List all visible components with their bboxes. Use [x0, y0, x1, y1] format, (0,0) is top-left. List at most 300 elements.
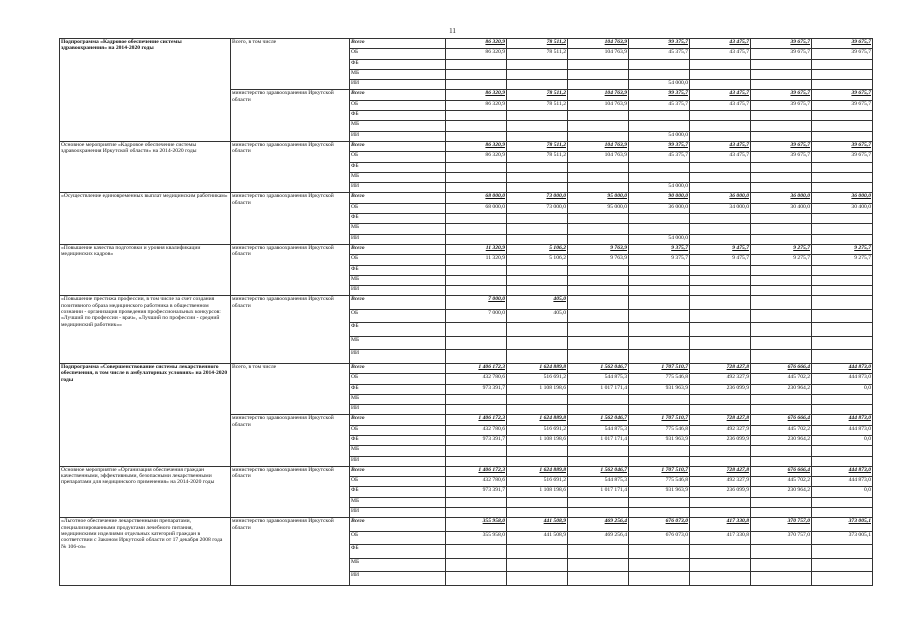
amount-cell [507, 121, 568, 131]
measure-name: Подпрограмма «Кадровое обеспечение системы здравоохранения» на 2014-2020 годы [60, 39, 231, 142]
amount-cell [568, 323, 629, 337]
amount-cell [446, 131, 507, 141]
funding-source: ФБ [350, 384, 446, 394]
amount-cell [751, 80, 812, 90]
amount-cell [507, 558, 568, 572]
amount-cell [629, 497, 690, 507]
amount-cell [690, 121, 751, 131]
funding-source: Всего [350, 518, 446, 532]
amount-cell: 43 475,7 [690, 141, 751, 151]
amount-cell [751, 558, 812, 572]
amount-cell [507, 508, 568, 518]
amount-cell [568, 558, 629, 572]
amount-cell [812, 497, 873, 507]
amount-cell: 86 320,9 [446, 152, 507, 162]
amount-cell: 469 256,4 [568, 518, 629, 532]
amount-cell [751, 296, 812, 310]
amount-cell [568, 296, 629, 310]
amount-cell: 544 875,3 [568, 477, 629, 487]
amount-cell: 432 780,6 [446, 374, 507, 384]
amount-cell [751, 497, 812, 507]
measure-name: Подпрограмма «Совершенствование системы лекарственного обеспечения, в том числе в амбулаторных условиях» на 2014-2020 годы [60, 363, 231, 466]
amount-cell [629, 111, 690, 121]
amount-cell [629, 286, 690, 296]
amount-cell: 230 964,2 [751, 384, 812, 394]
amount-cell [507, 214, 568, 224]
amount-cell: 973 391,7 [446, 384, 507, 394]
amount-cell [690, 131, 751, 141]
table-row [60, 141, 873, 151]
amount-cell: 45 375,7 [629, 49, 690, 59]
amount-cell [568, 183, 629, 193]
funding-source: ОБ [350, 425, 446, 435]
amount-cell: 9 763,9 [568, 244, 629, 254]
amount-cell: 417 330,8 [690, 531, 751, 545]
amount-cell [629, 508, 690, 518]
amount-cell: 1 017 171,4 [568, 384, 629, 394]
amount-cell [629, 323, 690, 337]
amount-cell: 78 511,2 [507, 152, 568, 162]
amount-cell [690, 572, 751, 586]
funding-source: ОБ [350, 152, 446, 162]
amount-cell: 39 675,7 [751, 39, 812, 49]
amount-cell: 973 391,7 [446, 436, 507, 446]
executor: министерство здравоохранения Иркутской области [231, 466, 350, 517]
amount-cell [568, 80, 629, 90]
funding-source: Всего [350, 141, 446, 151]
amount-cell: 73 000,0 [507, 203, 568, 213]
amount-cell [446, 59, 507, 69]
amount-cell [507, 275, 568, 285]
amount-cell: 1 624 889,8 [507, 363, 568, 373]
funding-source: Всего [350, 193, 446, 203]
amount-cell [446, 162, 507, 172]
amount-cell: 104 763,9 [568, 141, 629, 151]
amount-cell [568, 350, 629, 364]
amount-cell [446, 121, 507, 131]
amount-cell: 516 691,2 [507, 374, 568, 384]
amount-cell [751, 131, 812, 141]
amount-cell [690, 558, 751, 572]
amount-cell: 441 508,9 [507, 531, 568, 545]
amount-cell: 1 562 046,7 [568, 466, 629, 476]
amount-cell [568, 446, 629, 456]
table-row [60, 244, 873, 254]
amount-cell: 931 963,9 [629, 487, 690, 497]
amount-cell: 99 375,7 [629, 90, 690, 100]
amount-cell [690, 497, 751, 507]
amount-cell: 432 780,6 [446, 425, 507, 435]
amount-cell: 7 000,0 [446, 309, 507, 323]
amount-cell: 236 099,9 [690, 487, 751, 497]
amount-cell: 1 707 510,7 [629, 363, 690, 373]
funding-source: Всего [350, 90, 446, 100]
amount-cell [812, 162, 873, 172]
amount-cell: 230 964,2 [751, 436, 812, 446]
amount-cell: 1 406 172,3 [446, 415, 507, 425]
executor: министерство здравоохранения Иркутской области [231, 518, 350, 586]
amount-cell: 355 958,0 [446, 531, 507, 545]
amount-cell [812, 275, 873, 285]
amount-cell: 544 875,3 [568, 374, 629, 384]
amount-cell: 5 106,2 [507, 244, 568, 254]
amount-cell: 0,0 [812, 384, 873, 394]
amount-cell: 99 375,7 [629, 141, 690, 151]
amount-cell [812, 545, 873, 559]
amount-cell: 104 763,9 [568, 100, 629, 110]
funding-source: Всего [350, 39, 446, 49]
amount-cell: 39 675,7 [751, 141, 812, 151]
amount-cell: 39 675,7 [812, 141, 873, 151]
amount-cell [751, 111, 812, 121]
amount-cell [751, 350, 812, 364]
amount-cell: 34 000,0 [690, 203, 751, 213]
amount-cell [568, 497, 629, 507]
amount-cell: 676 666,4 [751, 363, 812, 373]
amount-cell: 516 691,2 [507, 425, 568, 435]
amount-cell [568, 111, 629, 121]
funding-source: ФБ [350, 265, 446, 275]
amount-cell: 43 475,7 [690, 39, 751, 49]
amount-cell [690, 309, 751, 323]
amount-cell: 39 675,7 [812, 49, 873, 59]
amount-cell: 236 099,9 [690, 436, 751, 446]
amount-cell [629, 275, 690, 285]
funding-source: Всего [350, 244, 446, 254]
amount-cell: 0,0 [812, 487, 873, 497]
amount-cell [568, 572, 629, 586]
amount-cell [568, 59, 629, 69]
amount-cell: 370 757,0 [751, 531, 812, 545]
amount-cell: 99 375,7 [629, 39, 690, 49]
amount-cell [751, 286, 812, 296]
amount-cell [751, 508, 812, 518]
amount-cell: 5 106,2 [507, 255, 568, 265]
funding-source: ФБ [350, 323, 446, 337]
amount-cell: 775 546,8 [629, 477, 690, 487]
amount-cell: 1 108 198,6 [507, 436, 568, 446]
amount-cell [690, 296, 751, 310]
amount-cell [629, 59, 690, 69]
amount-cell [751, 446, 812, 456]
amount-cell: 0,0 [812, 436, 873, 446]
amount-cell: 36 000,0 [751, 193, 812, 203]
amount-cell [446, 394, 507, 404]
amount-cell [629, 405, 690, 415]
amount-cell: 9 275,7 [751, 255, 812, 265]
amount-cell: 492 327,9 [690, 374, 751, 384]
amount-cell: 492 327,9 [690, 425, 751, 435]
amount-cell [812, 234, 873, 244]
amount-cell: 441 508,9 [507, 518, 568, 532]
amount-cell [629, 224, 690, 234]
amount-cell: 676 073,0 [629, 531, 690, 545]
amount-cell [812, 394, 873, 404]
amount-cell: 1 406 172,3 [446, 363, 507, 373]
executor: министерство здравоохранения Иркутской области [231, 90, 350, 141]
executor: министерство здравоохранения Иркутской области [231, 415, 350, 466]
amount-cell: 1 624 889,8 [507, 415, 568, 425]
amount-cell: 36 000,0 [812, 193, 873, 203]
amount-cell [507, 69, 568, 79]
amount-cell [751, 234, 812, 244]
amount-cell [751, 456, 812, 466]
funding-source: МБ [350, 172, 446, 182]
amount-cell [446, 508, 507, 518]
amount-cell: 417 330,8 [690, 518, 751, 532]
amount-cell: 405,0 [507, 296, 568, 310]
amount-cell [690, 456, 751, 466]
amount-cell [751, 121, 812, 131]
funding-source: ИИ [350, 131, 446, 141]
amount-cell [812, 558, 873, 572]
table-row [60, 193, 873, 203]
amount-cell: 516 691,2 [507, 477, 568, 487]
funding-source: ОБ [350, 531, 446, 545]
amount-cell [812, 456, 873, 466]
amount-cell: 931 963,9 [629, 436, 690, 446]
amount-cell: 39 675,7 [812, 152, 873, 162]
amount-cell: 86 320,9 [446, 100, 507, 110]
amount-cell [446, 558, 507, 572]
amount-cell: 444 873,0 [812, 477, 873, 487]
amount-cell: 1 707 510,7 [629, 466, 690, 476]
measure-name: «Повышение престижа профессии, в том числе за счет создания позитивного образа медицинского работника в общественном сознании - организация проведения профессиональных конкурсов: «Лучший по профессии - врач», «Лучший по профессии - средний медицинский работник»» [60, 296, 231, 364]
amount-cell [812, 405, 873, 415]
amount-cell [690, 59, 751, 69]
amount-cell [568, 131, 629, 141]
amount-cell [507, 162, 568, 172]
amount-cell: 86 320,9 [446, 39, 507, 49]
amount-cell [568, 224, 629, 234]
amount-cell [690, 162, 751, 172]
amount-cell [629, 350, 690, 364]
amount-cell [568, 336, 629, 350]
amount-cell [446, 545, 507, 559]
amount-cell [629, 545, 690, 559]
funding-source: ОБ [350, 49, 446, 59]
amount-cell: 39 675,7 [812, 100, 873, 110]
amount-cell: 1 108 198,6 [507, 487, 568, 497]
amount-cell: 36 000,0 [690, 193, 751, 203]
funding-source: ФБ [350, 545, 446, 559]
amount-cell [812, 59, 873, 69]
budget-table-body [60, 39, 873, 586]
amount-cell [812, 69, 873, 79]
amount-cell [690, 350, 751, 364]
amount-cell: 39 675,7 [751, 90, 812, 100]
amount-cell [812, 224, 873, 234]
amount-cell: 54 000,0 [629, 80, 690, 90]
amount-cell: 373 005,1 [812, 518, 873, 532]
table-row [60, 296, 873, 310]
amount-cell: 54 000,0 [629, 131, 690, 141]
amount-cell: 43 475,7 [690, 152, 751, 162]
amount-cell [507, 446, 568, 456]
amount-cell [446, 214, 507, 224]
measure-name: Основное мероприятие «Кадровое обеспечение системы здравоохранения Иркутской области» на 2014-2020 годы [60, 141, 231, 192]
amount-cell: 39 675,7 [751, 152, 812, 162]
amount-cell [751, 275, 812, 285]
amount-cell: 68 000,0 [446, 193, 507, 203]
funding-source: ИИ [350, 183, 446, 193]
funding-source: ИИ [350, 80, 446, 90]
amount-cell [751, 309, 812, 323]
funding-source: ИИ [350, 572, 446, 586]
funding-source: ФБ [350, 487, 446, 497]
amount-cell: 104 763,9 [568, 90, 629, 100]
amount-cell: 544 875,3 [568, 425, 629, 435]
measure-name: «Льготное обеспечение лекарственными препаратами, специализированными продуктами лечебного питания, медицинскими изделиями отдельных категорий граждан в соответствии с Законом Иркутской области от 17 декабря 2008 года № 106-оз» [60, 518, 231, 586]
page-number: 11 [449, 27, 456, 35]
amount-cell [751, 323, 812, 337]
amount-cell [690, 405, 751, 415]
amount-cell [690, 394, 751, 404]
amount-cell: 728 427,8 [690, 415, 751, 425]
executor: министерство здравоохранения Иркутской области [231, 193, 350, 244]
amount-cell: 1 562 046,7 [568, 363, 629, 373]
amount-cell [629, 558, 690, 572]
amount-cell [446, 497, 507, 507]
funding-source: МБ [350, 121, 446, 131]
amount-cell [507, 265, 568, 275]
amount-cell [568, 545, 629, 559]
amount-cell: 9 275,7 [812, 255, 873, 265]
amount-cell: 230 964,2 [751, 487, 812, 497]
amount-cell: 1 108 198,6 [507, 384, 568, 394]
amount-cell [629, 162, 690, 172]
amount-cell [507, 183, 568, 193]
funding-source: ИИ [350, 234, 446, 244]
amount-cell: 104 763,9 [568, 49, 629, 59]
executor: министерство здравоохранения Иркутской области [231, 244, 350, 295]
table-row [60, 518, 873, 532]
amount-cell [690, 172, 751, 182]
amount-cell: 373 005,1 [812, 531, 873, 545]
amount-cell [812, 350, 873, 364]
amount-cell [812, 214, 873, 224]
amount-cell: 973 391,7 [446, 487, 507, 497]
table-row [60, 39, 873, 49]
amount-cell [751, 214, 812, 224]
amount-cell [446, 323, 507, 337]
amount-cell [690, 446, 751, 456]
amount-cell: 78 511,2 [507, 39, 568, 49]
amount-cell: 775 546,8 [629, 374, 690, 384]
amount-cell [690, 323, 751, 337]
funding-source: Всего [350, 363, 446, 373]
funding-source: Всего [350, 296, 446, 310]
amount-cell: 86 320,9 [446, 49, 507, 59]
amount-cell [568, 309, 629, 323]
amount-cell [751, 224, 812, 234]
amount-cell: 405,0 [507, 309, 568, 323]
amount-cell [507, 350, 568, 364]
amount-cell: 9 375,7 [629, 255, 690, 265]
amount-cell [446, 350, 507, 364]
amount-cell: 931 963,9 [629, 384, 690, 394]
amount-cell [446, 275, 507, 285]
amount-cell: 39 675,7 [812, 90, 873, 100]
funding-source: МБ [350, 275, 446, 285]
amount-cell [507, 456, 568, 466]
amount-cell [507, 545, 568, 559]
amount-cell: 43 475,7 [690, 49, 751, 59]
amount-cell [751, 183, 812, 193]
amount-cell [507, 131, 568, 141]
amount-cell [812, 121, 873, 131]
amount-cell [629, 296, 690, 310]
amount-cell [629, 456, 690, 466]
amount-cell [507, 572, 568, 586]
amount-cell: 469 256,4 [568, 531, 629, 545]
funding-source: ОБ [350, 203, 446, 213]
amount-cell [568, 234, 629, 244]
amount-cell: 30 400,0 [751, 203, 812, 213]
amount-cell: 11 320,9 [446, 244, 507, 254]
amount-cell [690, 224, 751, 234]
amount-cell [629, 265, 690, 275]
funding-source: МБ [350, 446, 446, 456]
amount-cell: 78 511,2 [507, 90, 568, 100]
funding-source: ИИ [350, 286, 446, 296]
funding-source: Всего [350, 415, 446, 425]
amount-cell: 45 375,7 [629, 100, 690, 110]
amount-cell [751, 572, 812, 586]
amount-cell: 1 017 171,4 [568, 487, 629, 497]
amount-cell: 68 000,0 [446, 203, 507, 213]
amount-cell [446, 80, 507, 90]
amount-cell [446, 405, 507, 415]
amount-cell [690, 508, 751, 518]
amount-cell: 445 702,2 [751, 477, 812, 487]
amount-cell [812, 508, 873, 518]
amount-cell [690, 275, 751, 285]
amount-cell: 444 873,0 [812, 363, 873, 373]
amount-cell [629, 394, 690, 404]
amount-cell: 236 099,9 [690, 384, 751, 394]
amount-cell [629, 336, 690, 350]
amount-cell [446, 265, 507, 275]
funding-source: МБ [350, 224, 446, 234]
amount-cell: 30 400,0 [812, 203, 873, 213]
amount-cell: 43 475,7 [690, 90, 751, 100]
amount-cell [568, 508, 629, 518]
amount-cell [446, 572, 507, 586]
funding-source: МБ [350, 394, 446, 404]
amount-cell [812, 446, 873, 456]
amount-cell [446, 111, 507, 121]
amount-cell: 370 757,0 [751, 518, 812, 532]
amount-cell [690, 336, 751, 350]
amount-cell [690, 234, 751, 244]
amount-cell [507, 172, 568, 182]
amount-cell [751, 405, 812, 415]
executor: министерство здравоохранения Иркутской области [231, 141, 350, 192]
amount-cell [568, 286, 629, 296]
amount-cell [507, 111, 568, 121]
funding-source: ФБ [350, 59, 446, 69]
amount-cell [812, 309, 873, 323]
funding-source: ИИ [350, 350, 446, 364]
amount-cell: 432 780,6 [446, 477, 507, 487]
amount-cell [690, 183, 751, 193]
amount-cell: 104 763,9 [568, 152, 629, 162]
amount-cell [690, 214, 751, 224]
amount-cell [568, 405, 629, 415]
amount-cell: 104 763,9 [568, 39, 629, 49]
measure-name: «Осуществление единовременных выплат медицинским работникам» [60, 193, 231, 244]
